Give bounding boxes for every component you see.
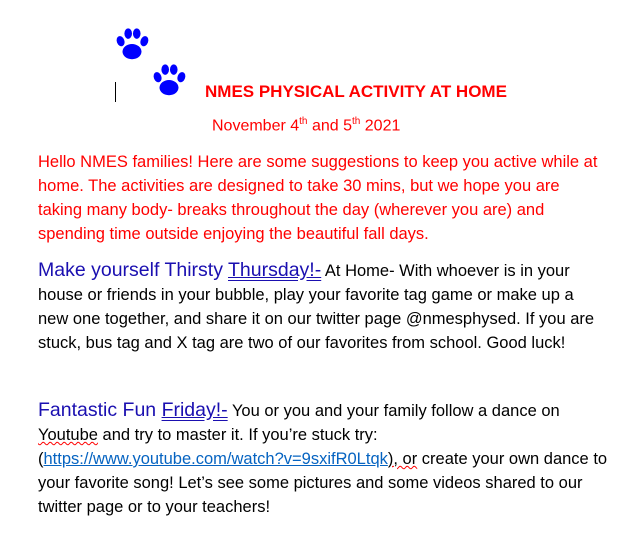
thursday-heading: Make yourself Thirsty [38,259,229,281]
friday-day-label: Friday!- [161,399,228,421]
friday-body: create your own dance to your favorite song! Let’s see some pictures and some videos shared to our twitter page or to your teachers! [38,450,608,516]
date-line [212,116,400,135]
date-text: and 5 [307,117,352,135]
date-suffix: th [299,116,308,127]
date-text: November 4 [212,117,300,135]
thursday-day-label: Thursday!- [228,259,322,281]
paw-print-icon [150,62,188,100]
date-text: 2021 [360,117,401,135]
paw-print-icon [113,26,151,64]
after-link-text: ), or [387,450,418,468]
thursday-body: At Home- With whoever is in your house or friends in your bubble, play your favorite tag game or make up a new one together, and share it on our twitter page @nmesphysed. If you are stuck, bus tag and X tag are two of our favorites from school. Good luck! [38,262,595,352]
friday-heading: Fantastic Fun [38,399,162,421]
date-suffix: th [351,116,361,127]
thursday-section [38,258,608,355]
friday-body: and try to master it. If you’re stuck try: ( [38,426,378,468]
friday-body: You or you and your family follow a dance on [227,402,560,420]
youtube-link[interactable]: https://www.youtube.com/watch?v=9sxifR0Ltqk [43,450,388,468]
youtube-word: Youtube [38,426,98,444]
intro-paragraph: Hello NMES families! Here are some suggestions to keep you active while at home. The activities are designed to take 30 mins, but we hope you are taking many body- breaks throughout the day (wherever you are) and spending time outside enjoying the beautiful fall days. [38,153,598,243]
page-title: NMES PHYSICAL ACTIVITY AT HOME [205,82,507,101]
text-cursor [115,82,116,102]
friday-section [38,398,608,519]
